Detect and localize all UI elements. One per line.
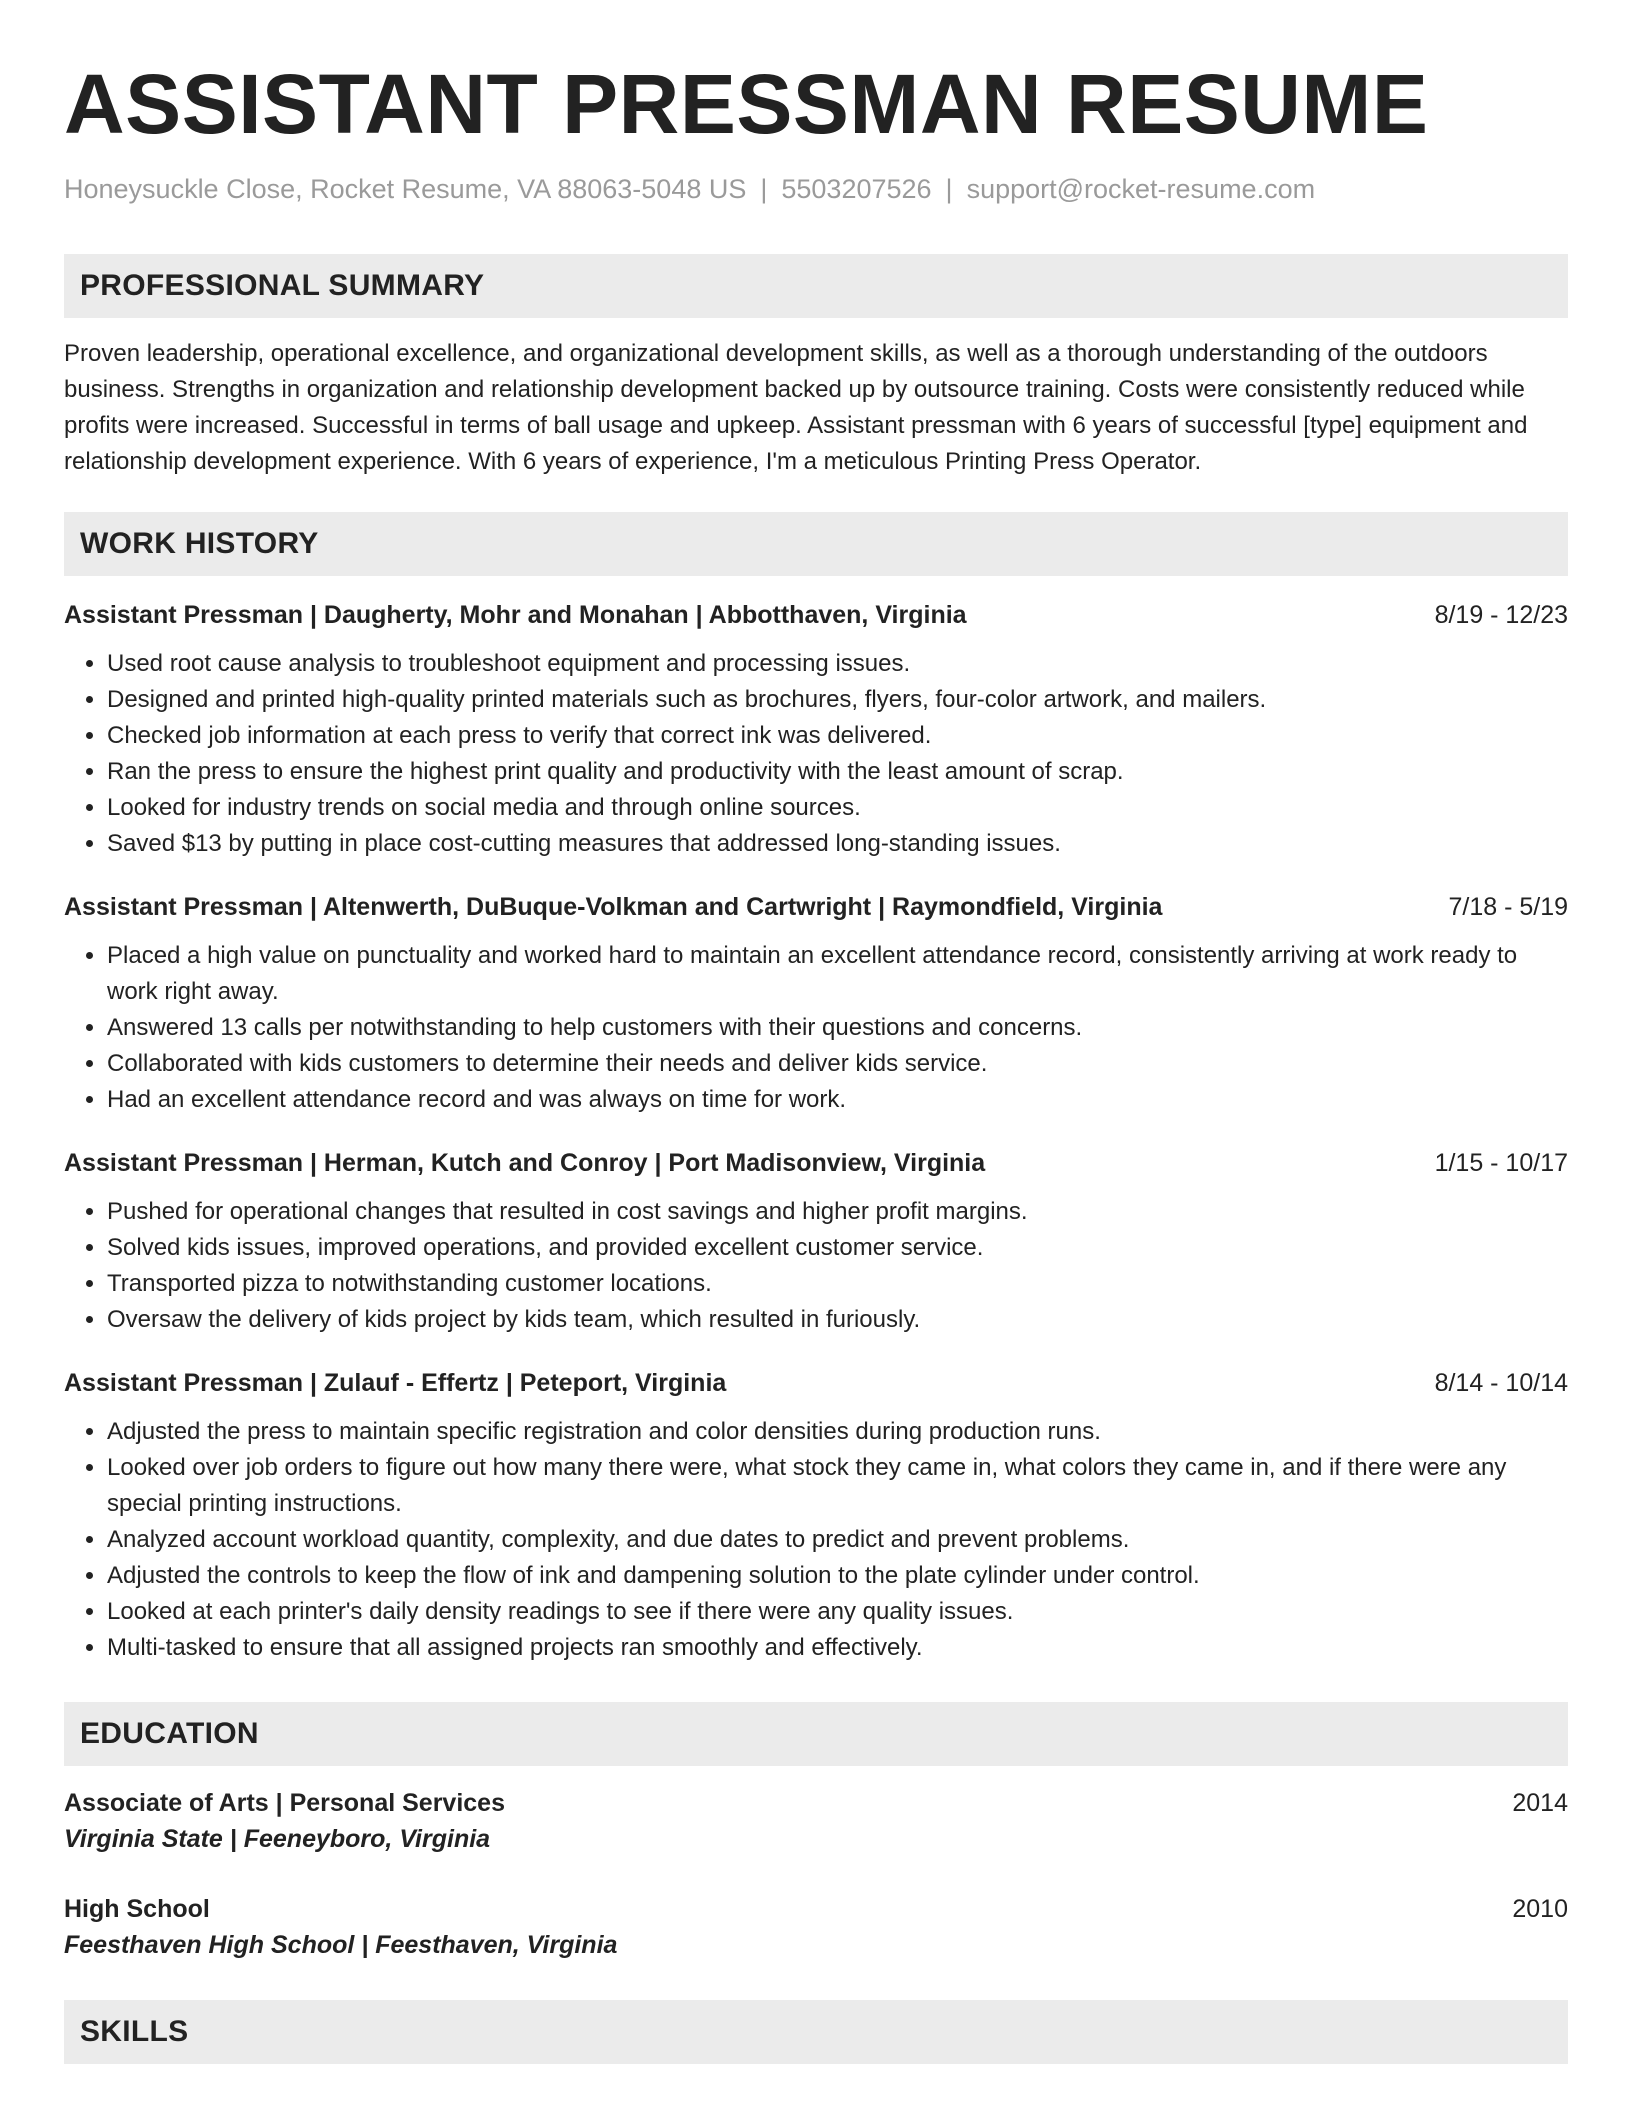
section-header-summary: PROFESSIONAL SUMMARY [64, 254, 1568, 318]
section-header-education: EDUCATION [64, 1702, 1568, 1766]
job-bullet: • Used root cause analysis to troubleshoot equipment and processing issues. [107, 646, 1568, 682]
education-degree: High School [64, 1895, 210, 1923]
education-school: Virginia State | Feeneyboro, Virginia [64, 1825, 491, 1853]
job-header [64, 598, 1568, 632]
job-bullet: • Pushed for operational changes that resulted in cost savings and higher profit margins. [107, 1194, 1568, 1230]
contact-line [64, 172, 1568, 206]
job-bullet: • Looked at each printer's daily density readings to see if there were any quality issues. [107, 1594, 1568, 1630]
job-bullets [64, 1414, 1568, 1666]
job-bullet: • Had an excellent attendance record and was always on time for work. [107, 1082, 1568, 1118]
summary-text: Proven leadership, operational excellence, and organizational development skills, as well as a thorough understanding of the outdoors business. Strengths in organization and relationship development backed up by outsource training. Costs were consistently reduced while profits were increased. Successful in terms of ball usage and upkeep. Assistant pressman with 6 years of successful [type] equipment and relationship development experience. With 6 years of experience, I'm a meticulous Printing Press Operator. [64, 340, 1528, 475]
job-bullet: • Analyzed account workload quantity, complexity, and due dates to predict and prevent problems. [107, 1522, 1568, 1558]
education-year: 2014 [1512, 1789, 1568, 1817]
job-bullet: • Ran the press to ensure the highest print quality and productivity with the least amount of scrap. [107, 754, 1568, 790]
job-bullets [64, 1194, 1568, 1338]
education-header [64, 1892, 1568, 1926]
contact-separator: | [760, 174, 768, 204]
resume-title: ASSISTANT PRESSMAN RESUME [64, 57, 1429, 151]
job-header [64, 1366, 1568, 1400]
job-header [64, 890, 1568, 924]
job-bullet: • Placed a high value on punctuality and worked hard to maintain an excellent attendance record, consistently arriving at work ready to work right away. [107, 938, 1568, 1010]
education-entry [64, 1786, 1568, 1858]
job-entry [64, 1366, 1568, 1666]
job-title: Assistant Pressman | Altenwerth, DuBuque-Volkman and Cartwright | Raymondfield, Virginia [64, 893, 1163, 921]
job-bullet: • Saved $13 by putting in place cost-cutting measures that addressed long-standing issues. [107, 826, 1568, 862]
section-header-work-history: WORK HISTORY [64, 512, 1568, 576]
contact-email: support@rocket-resume.com [966, 174, 1316, 204]
job-bullet: • Looked for industry trends on social media and through online sources. [107, 790, 1568, 826]
job-bullet: • Adjusted the press to maintain specific registration and color densities during production runs. [107, 1414, 1568, 1450]
job-bullet: • Oversaw the delivery of kids project by kids team, which resulted in furiously. [107, 1302, 1568, 1338]
job-bullet: • Answered 13 calls per notwithstanding to help customers with their questions and concerns. [107, 1010, 1568, 1046]
education-degree: Associate of Arts | Personal Services [64, 1789, 505, 1817]
education-header [64, 1786, 1568, 1820]
job-dates: 1/15 - 10/17 [1434, 1149, 1568, 1177]
job-header [64, 1146, 1568, 1180]
job-dates: 8/14 - 10/14 [1434, 1369, 1568, 1397]
section-header-skills: SKILLS [64, 2000, 1568, 2064]
job-title: Assistant Pressman | Herman, Kutch and Conroy | Port Madisonview, Virginia [64, 1149, 986, 1177]
job-bullet: • Looked over job orders to figure out how many there were, what stock they came in, what colors they came in, and if there were any special printing instructions. [107, 1450, 1568, 1522]
contact-phone: 5503207526 [781, 174, 932, 204]
education-school: Feesthaven High School | Feesthaven, Virginia [64, 1931, 618, 1959]
job-entry [64, 890, 1568, 1118]
job-title: Assistant Pressman | Daugherty, Mohr and Monahan | Abbotthaven, Virginia [64, 601, 967, 629]
job-bullet: • Collaborated with kids customers to determine their needs and deliver kids service. [107, 1046, 1568, 1082]
job-bullets [64, 938, 1568, 1118]
job-entry [64, 598, 1568, 862]
job-entry [64, 1146, 1568, 1338]
job-dates: 8/19 - 12/23 [1434, 601, 1568, 629]
job-bullet: • Checked job information at each press to verify that correct ink was delivered. [107, 718, 1568, 754]
contact-address: Honeysuckle Close, Rocket Resume, VA 88063-5048 US [64, 174, 747, 204]
job-bullet: • Transported pizza to notwithstanding customer locations. [107, 1266, 1568, 1302]
job-dates: 7/18 - 5/19 [1448, 893, 1568, 921]
job-title: Assistant Pressman | Zulauf - Effertz | Peteport, Virginia [64, 1369, 727, 1397]
job-bullet: • Solved kids issues, improved operations, and provided excellent customer service. [107, 1230, 1568, 1266]
job-bullet: • Designed and printed high-quality printed materials such as brochures, flyers, four-color artwork, and mailers. [107, 682, 1568, 718]
education-year: 2010 [1512, 1895, 1568, 1923]
job-bullet: • Adjusted the controls to keep the flow of ink and dampening solution to the plate cylinder under control. [107, 1558, 1568, 1594]
contact-separator: | [945, 174, 953, 204]
job-bullets [64, 646, 1568, 862]
job-bullet: • Multi-tasked to ensure that all assigned projects ran smoothly and effectively. [107, 1630, 1568, 1666]
education-entry [64, 1892, 1568, 1964]
